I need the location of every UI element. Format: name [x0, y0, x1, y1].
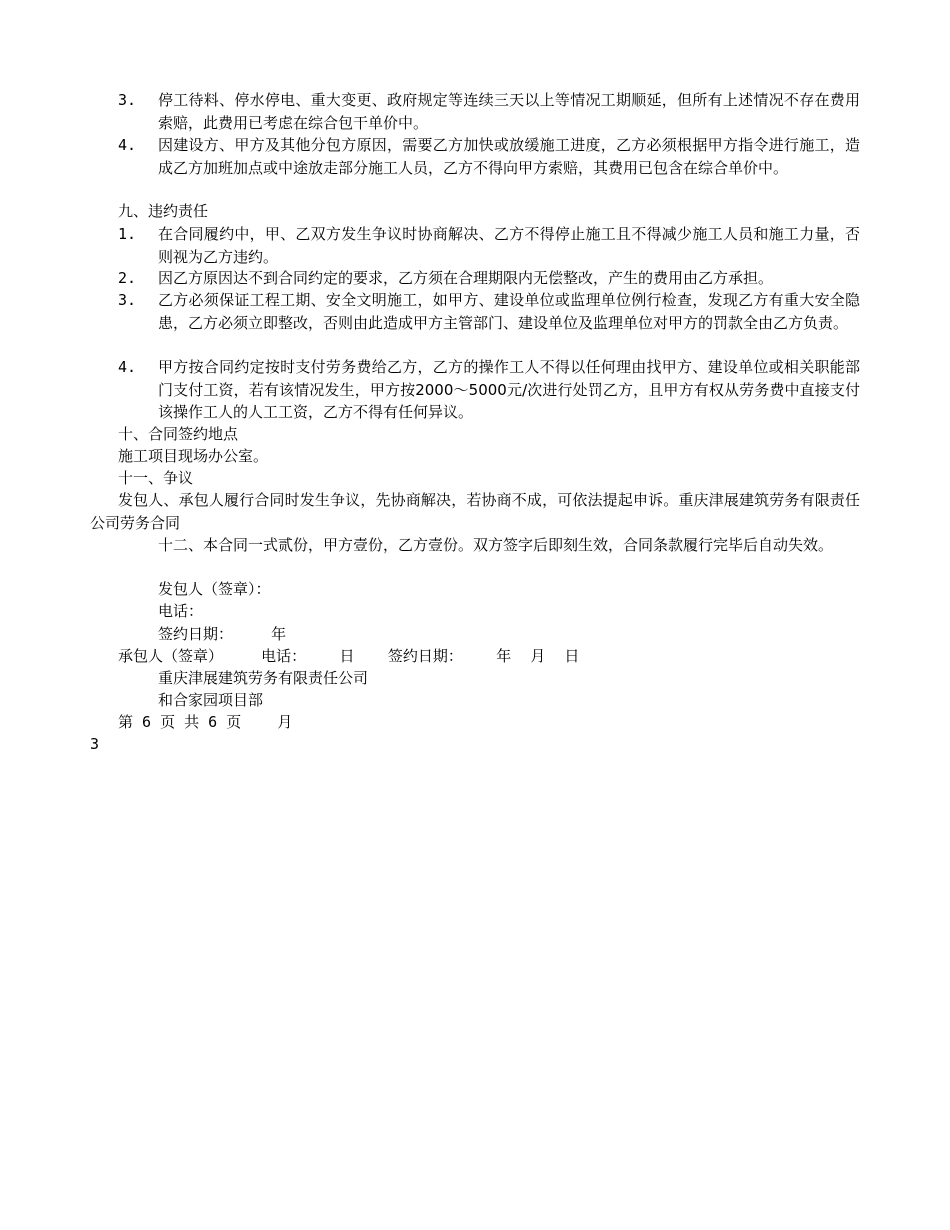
employer-sign-label: 发包人（签章）：	[158, 580, 271, 598]
section-heading-10: 十、合同签约地点	[118, 425, 239, 443]
section-heading-11: 十一、争议	[118, 469, 194, 487]
page-indicator: 第 6 页 共 6 页 月	[118, 713, 293, 731]
company-name: 重庆津展建筑劳务有限责任公司	[158, 669, 369, 687]
item-number: 2.	[118, 269, 137, 287]
section-heading-9: 九、违约责任	[118, 202, 209, 220]
item-text: 停工待料、停水停电、重大变更、政府规定等连续三天以上等情况工期顺延，但所有上述情况不存在费用索赔，此费用已考虑在综合包干单价中。	[158, 91, 860, 132]
item-number: 3.	[118, 291, 137, 309]
contractor-line: 承包人（签章） 电话： 日 签约日期： 年 月 日	[118, 647, 580, 665]
section-10-text: 施工项目现场办公室。	[118, 447, 269, 465]
trailing-text: 3	[90, 735, 100, 753]
project-department: 和合家园项目部	[158, 691, 264, 709]
item-text: 乙方必须保证工程工期、安全文明施工，如甲方、建设单位或监理单位例行检查，发现乙方有重大安全隐患，乙方必须立即整改，否则由此造成甲方主管部门、建设单位及监理单位对甲方的罚款全由乙方负责。	[158, 291, 860, 332]
item-text: 在合同履约中，甲、乙双方发生争议时协商解决、乙方不得停止施工且不得减少施工人员和施工力量，否则视为乙方违约。	[158, 225, 860, 266]
section-12-text: 十二、本合同一式贰份，甲方壹份，乙方壹份。双方签字后即刻生效，合同条款履行完毕后自动失效。	[158, 536, 834, 554]
item-number: 4.	[118, 358, 137, 376]
item-number: 1.	[118, 225, 137, 243]
item-number: 4.	[118, 136, 137, 154]
item-number: 3.	[118, 91, 137, 109]
item-text: 因建设方、甲方及其他分包方原因，需要乙方加快或放缓施工进度，乙方必须根据甲方指令进行施工，造成乙方加班加点或中途放走部分施工人员，乙方不得向甲方索赔，其费用已包含在综合单价中。	[158, 136, 860, 177]
employer-date-label: 签约日期： 年	[158, 625, 287, 643]
item-text: 因乙方原因达不到合同约定的要求，乙方须在合理期限内无偿整改，产生的费用由乙方承担。	[158, 269, 774, 287]
section-11-text: 发包人、承包人履行合同时发生争议，先协商解决，若协商不成，可依法提起申诉。重庆津展建筑劳务有限责任公司劳务合同	[90, 491, 860, 532]
employer-phone-label: 电话：	[158, 602, 204, 620]
item-text: 甲方按合同约定按时支付劳务费给乙方，乙方的操作工人不得以任何理由找甲方、建设单位或相关职能部门支付工资，若有该情况发生，甲方按2000～5000元/次进行处罚乙方，且甲方有权从劳务费中直接支付该操作工人的人工工资，乙方不得有任何异议。	[158, 358, 860, 421]
